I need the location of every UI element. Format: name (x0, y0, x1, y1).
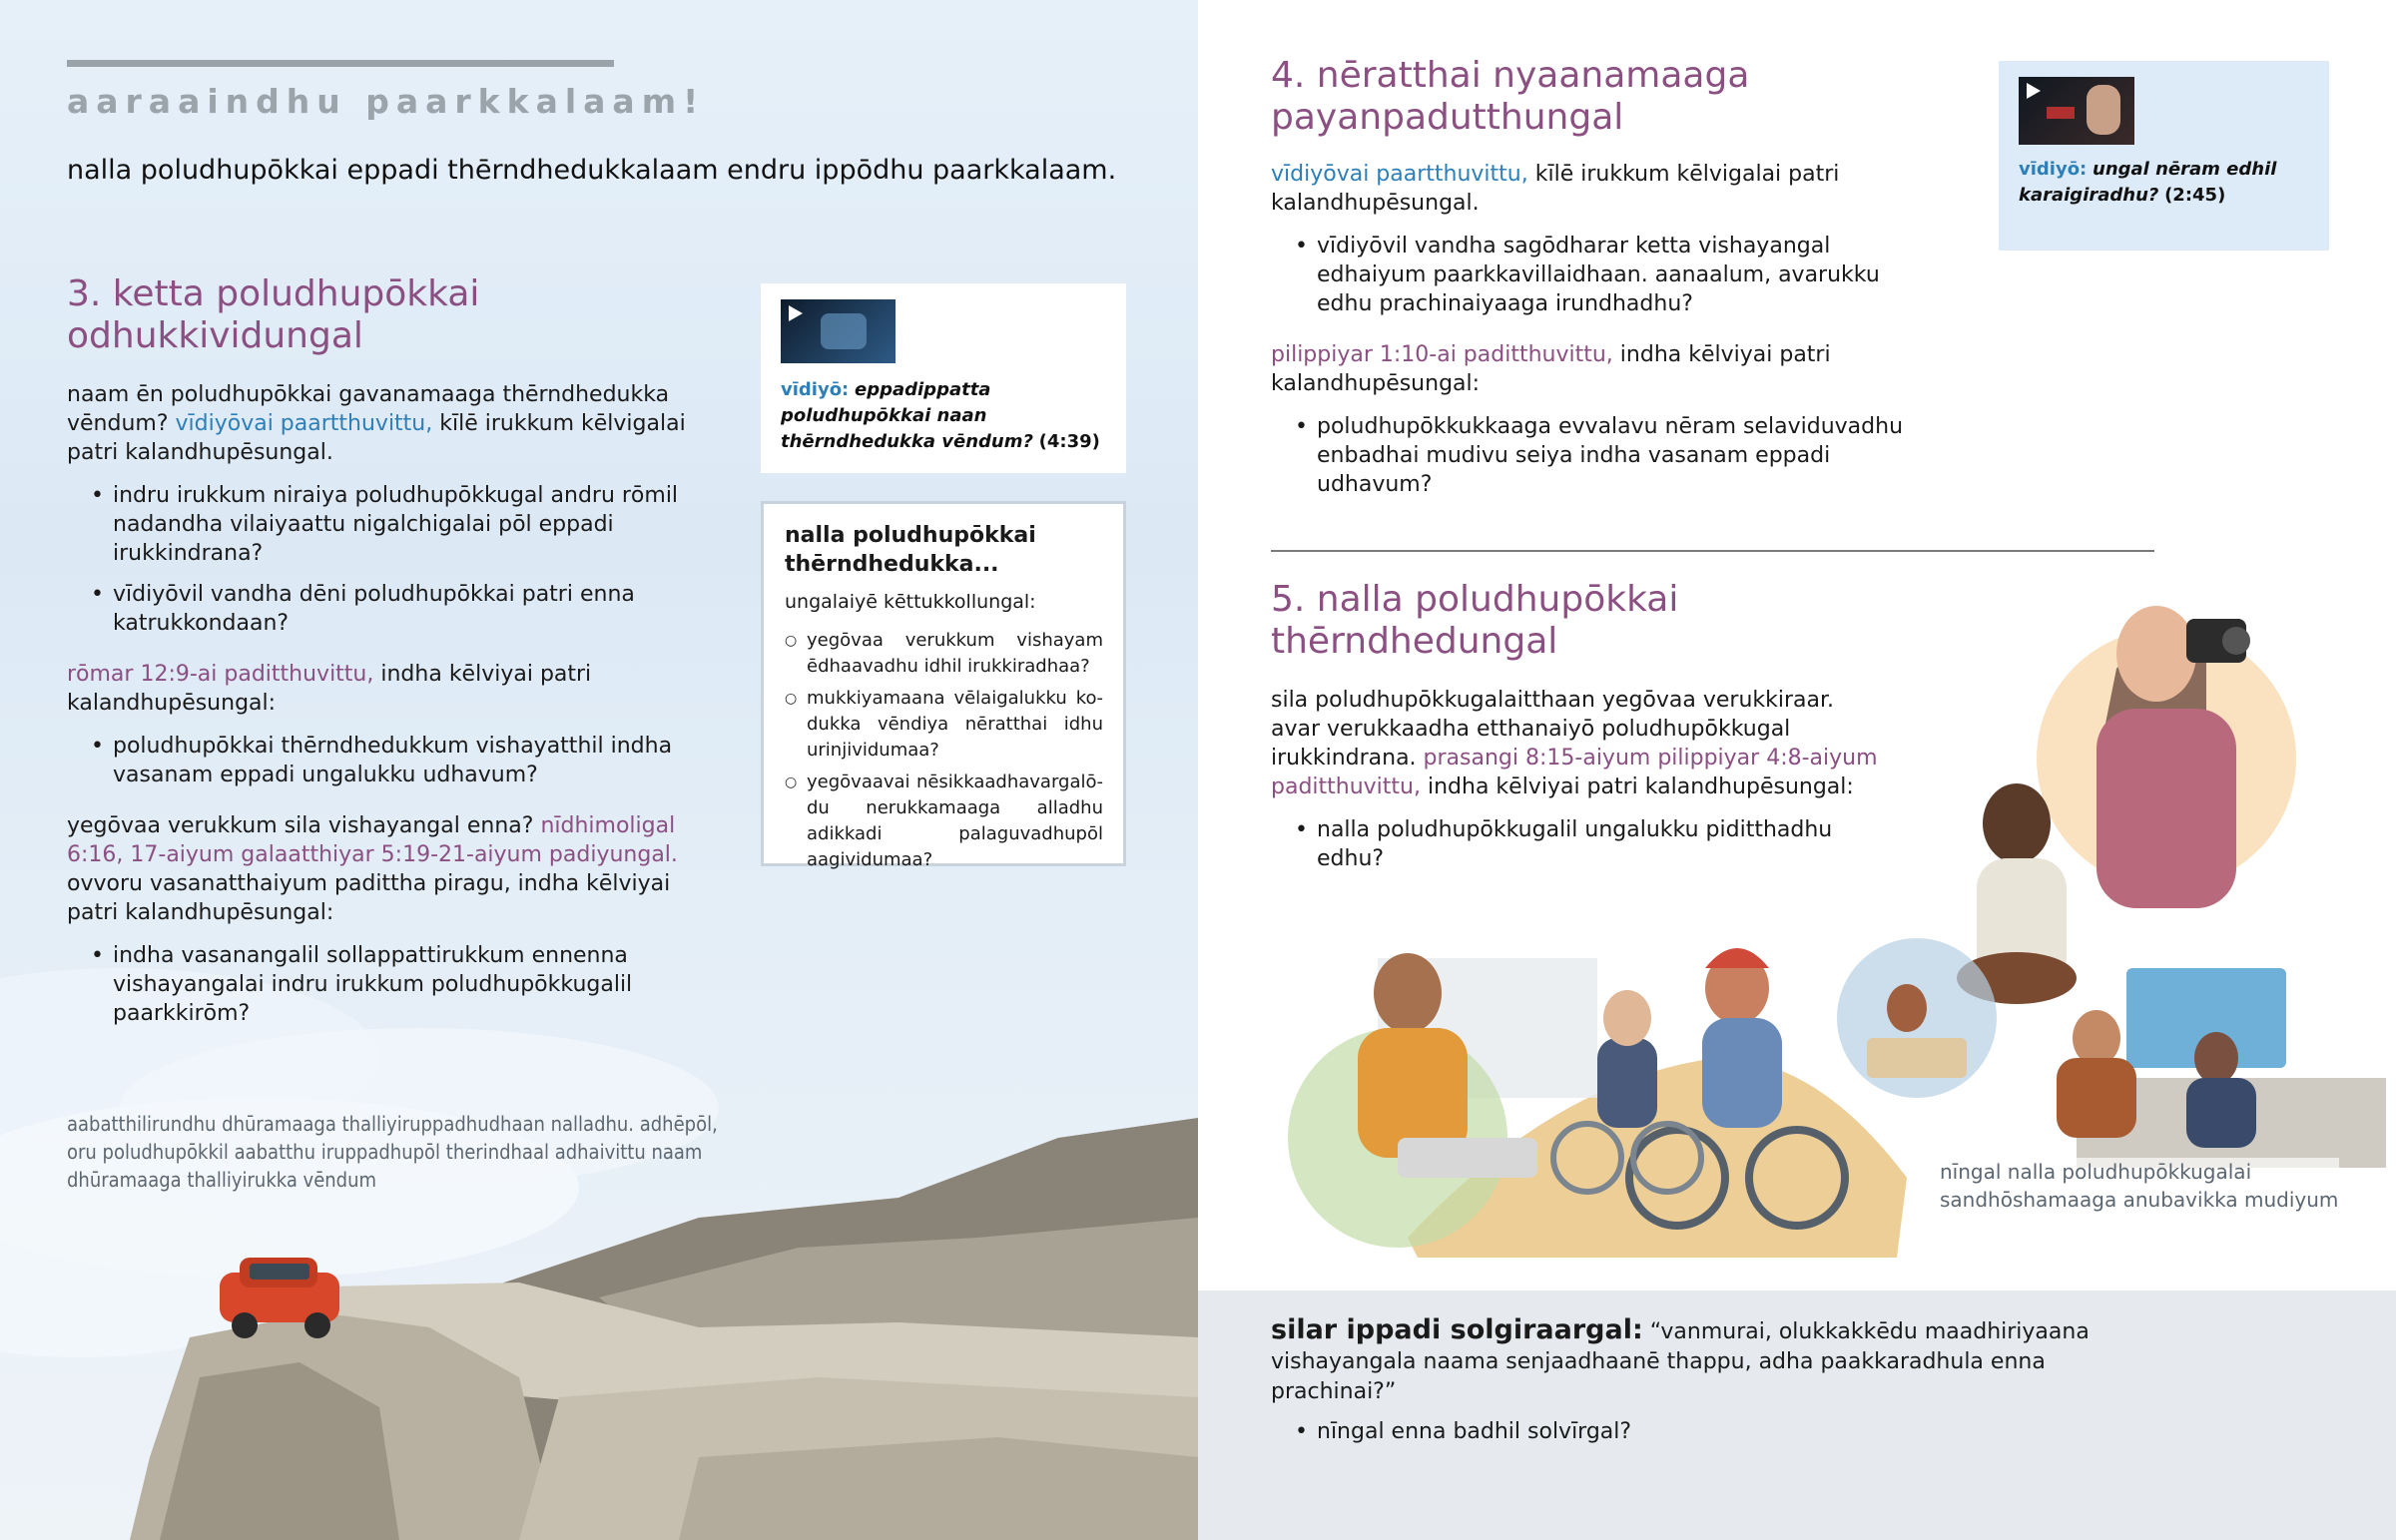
section-5-paragraph-1: sila poludhupōkkugalaitthaan yegōvaa verukkiraar. avar verukkaadha etthanaiyō poludhupōkkugal irukkindrana. prasangi 8:15-aiyum pilippiyar 4:8-aiyum paditthuvittu, indha kēlviyai patri kalandhupēsungal: (1271, 687, 1878, 799)
list-item: • nīngal enna badhil solvīrgal? (1271, 1417, 2169, 1446)
video-link[interactable]: vīdiyōvai paartthuvittu, (1271, 161, 1528, 187)
section-4-bullets-1 (1271, 232, 1910, 318)
section-3-paragraph-3: yegōvaa verukkum sila vishayangal enna? nīdhimoligal 6:16, 17-aiyum galaatthiyar 5:19-21-aiyum padiyungal. ovvoru vasanatthaiyum padittha piragu, indha kēlviyai patri kalandhupēsungal: (67, 812, 678, 925)
quote-text: “vanmurai, olukkakkēdu maadhiriyaana vishayangala naama senjaadhaanē thappu, adha paakkaradhula enna prachinai?” (1271, 1319, 2090, 1404)
video-caption: vīdiyō: eppadippatta poludhupōkkai naan thērndhedukka vēndum? (4:39) (781, 379, 1100, 452)
quote-bullets (1271, 1417, 2169, 1446)
scripture-ref[interactable]: pilippiyar 1:10-ai paditthuvittu, (1271, 341, 1613, 367)
quote-block (1271, 1315, 2169, 1458)
tip-box-item: ○ yegōvaa verukkum vishayam ēdhaavadhu idhil irukkiradhaa? (785, 628, 1103, 680)
list-item: • indru irukkum niraiya poludhupōkkugal andru rōmil nadandha vilaiyaattu nigalchigalai pōl eppadi irukkindrana? (67, 481, 726, 568)
discussion-band (1198, 1290, 2396, 1540)
illustration-caption: aabatthilirundhu dhūramaaga thalliyiruppadhudhaan nalladhu. adhēpōl, oru poludhupōkkil aabatthu iruppadhupōl therindhaal adhaivittu naam dhūramaaga thalliyirukka vēndum (67, 1112, 718, 1192)
list-item: • vīdiyōvil vandha sagōdharar ketta vishayangal edhaiyum paarkkavillaidhaan. aanaalum, avarukku edhu prachinaiyaaga irundhadhu? (1271, 232, 1910, 318)
video-card-1[interactable] (761, 283, 1126, 473)
list-item: • indha vasanangalil sollappattirukkum ennenna vishayangalai indru irukkum poludhupōkkugalil paarkkirōm? (67, 941, 726, 1028)
top-rule (67, 60, 614, 67)
tablet-icon (1398, 1138, 1537, 1178)
video-caption: vīdiyō: ungal nēram edhil karaigiradhu? (2:45) (2019, 159, 2277, 206)
video-thumbnail[interactable] (781, 299, 896, 363)
section-4-bullets-2 (1271, 412, 1910, 499)
video-link[interactable]: vīdiyōvai paartthuvittu, (175, 410, 433, 436)
section-3-heading: 3. ketta poludhupōkkai odhukkividungal (67, 273, 480, 357)
list-item: • nalla poludhupōkkugalil ungalukku piditthadhu edhu? (1271, 815, 1890, 873)
video-card-2[interactable] (1999, 61, 2329, 251)
play-icon[interactable] (2027, 83, 2041, 99)
tip-box-title: nalla poludhupōkkai thērndhedukka... (785, 523, 1036, 577)
play-icon[interactable] (789, 305, 803, 321)
tip-box-item: ○ mukkiyamaana vēlaigalukku kodukka vēndiya nēratthai idhu urinjividumaa? (785, 686, 1103, 764)
quote-lead: silar ippadi solgiraargal: (1271, 1314, 1643, 1345)
section-5-heading: 5. nalla poludhupōkkai thērndhedungal (1271, 579, 1679, 663)
scripture-ref[interactable]: nīdhimoligal 6:16, 17-aiyum galaatthiyar 5:19-21-aiyum padiyungal. (67, 812, 678, 867)
section-3-bullets-1 (67, 481, 726, 638)
scripture-ref[interactable]: rōmar 12:9-ai paditthuvittu, (67, 661, 374, 687)
section-3-bullets-3 (67, 941, 726, 1028)
section-4 (1271, 55, 1910, 511)
video-thumbnail[interactable] (2019, 77, 2134, 145)
section-3-paragraph-2: rōmar 12:9-ai paditthuvittu, indha kēlviyai patri kalandhupēsungal: (67, 661, 592, 716)
intro-text: nalla poludhupōkkai eppadi thērndhedukkalaam endru ippōdhu paarkkalaam. (67, 155, 1117, 186)
illustration-caption: nīngal nalla poludhupōkkugalai sandhōshamaaga anubavikka mudiyum (1940, 1160, 2339, 1212)
scripture-ref[interactable]: prasangi 8:15-aiyum pilippiyar 4:8-aiyum paditthuvittu, (1271, 745, 1878, 799)
section-3 (67, 273, 726, 1040)
list-item: • poludhupōkkukkaaga evvalavu nēram selaviduvadhu enbadhai mudivu seiya indha vasanam eppadi udhavum? (1271, 412, 1910, 499)
kicker: aaraaindhu paarkkalaam! (67, 82, 706, 121)
list-item: • poludhupōkkai thērndhedukkum vishayatthil indha vasanam eppadi ungalukku udhavum? (67, 732, 726, 789)
bicycle-helmet-icon (1705, 948, 1769, 968)
section-4-paragraph-2: pilippiyar 1:10-ai paditthuvittu, indha kēlviyai patri kalandhupēsungal: (1271, 341, 1831, 396)
section-4-paragraph-1: vīdiyōvai paartthuvittu, kīlē irukkum kēlvigalai patri kalandhupēsungal. (1271, 161, 1840, 216)
tip-box-item: ○ yegōvaavai nēsikkaadhavargalōdu nerukkamaaga alladhu adikkadi palaguvadhupōl aagividumaa? (785, 770, 1103, 873)
section-3-bullets-2 (67, 732, 726, 789)
tip-box-subtitle: ungalaiyē kēttukkollungal: (785, 591, 1036, 613)
section-3-paragraph-1: naam ēn poludhupōkkai gavanamaaga thērndhedukka vēndum? vīdiyōvai paartthuvittu, kīlē irukkum kēlvigalai patri kalandhupēsungal. (67, 381, 686, 465)
list-item: • vīdiyōvil vandha dēni poludhupōkkai patri enna katrukkondaan? (67, 580, 726, 638)
right-page (1198, 0, 2396, 1540)
tip-box (761, 501, 1126, 870)
section-4-heading: 4. nēratthai nyaanamaaga payanpadutthungal (1271, 55, 1750, 139)
